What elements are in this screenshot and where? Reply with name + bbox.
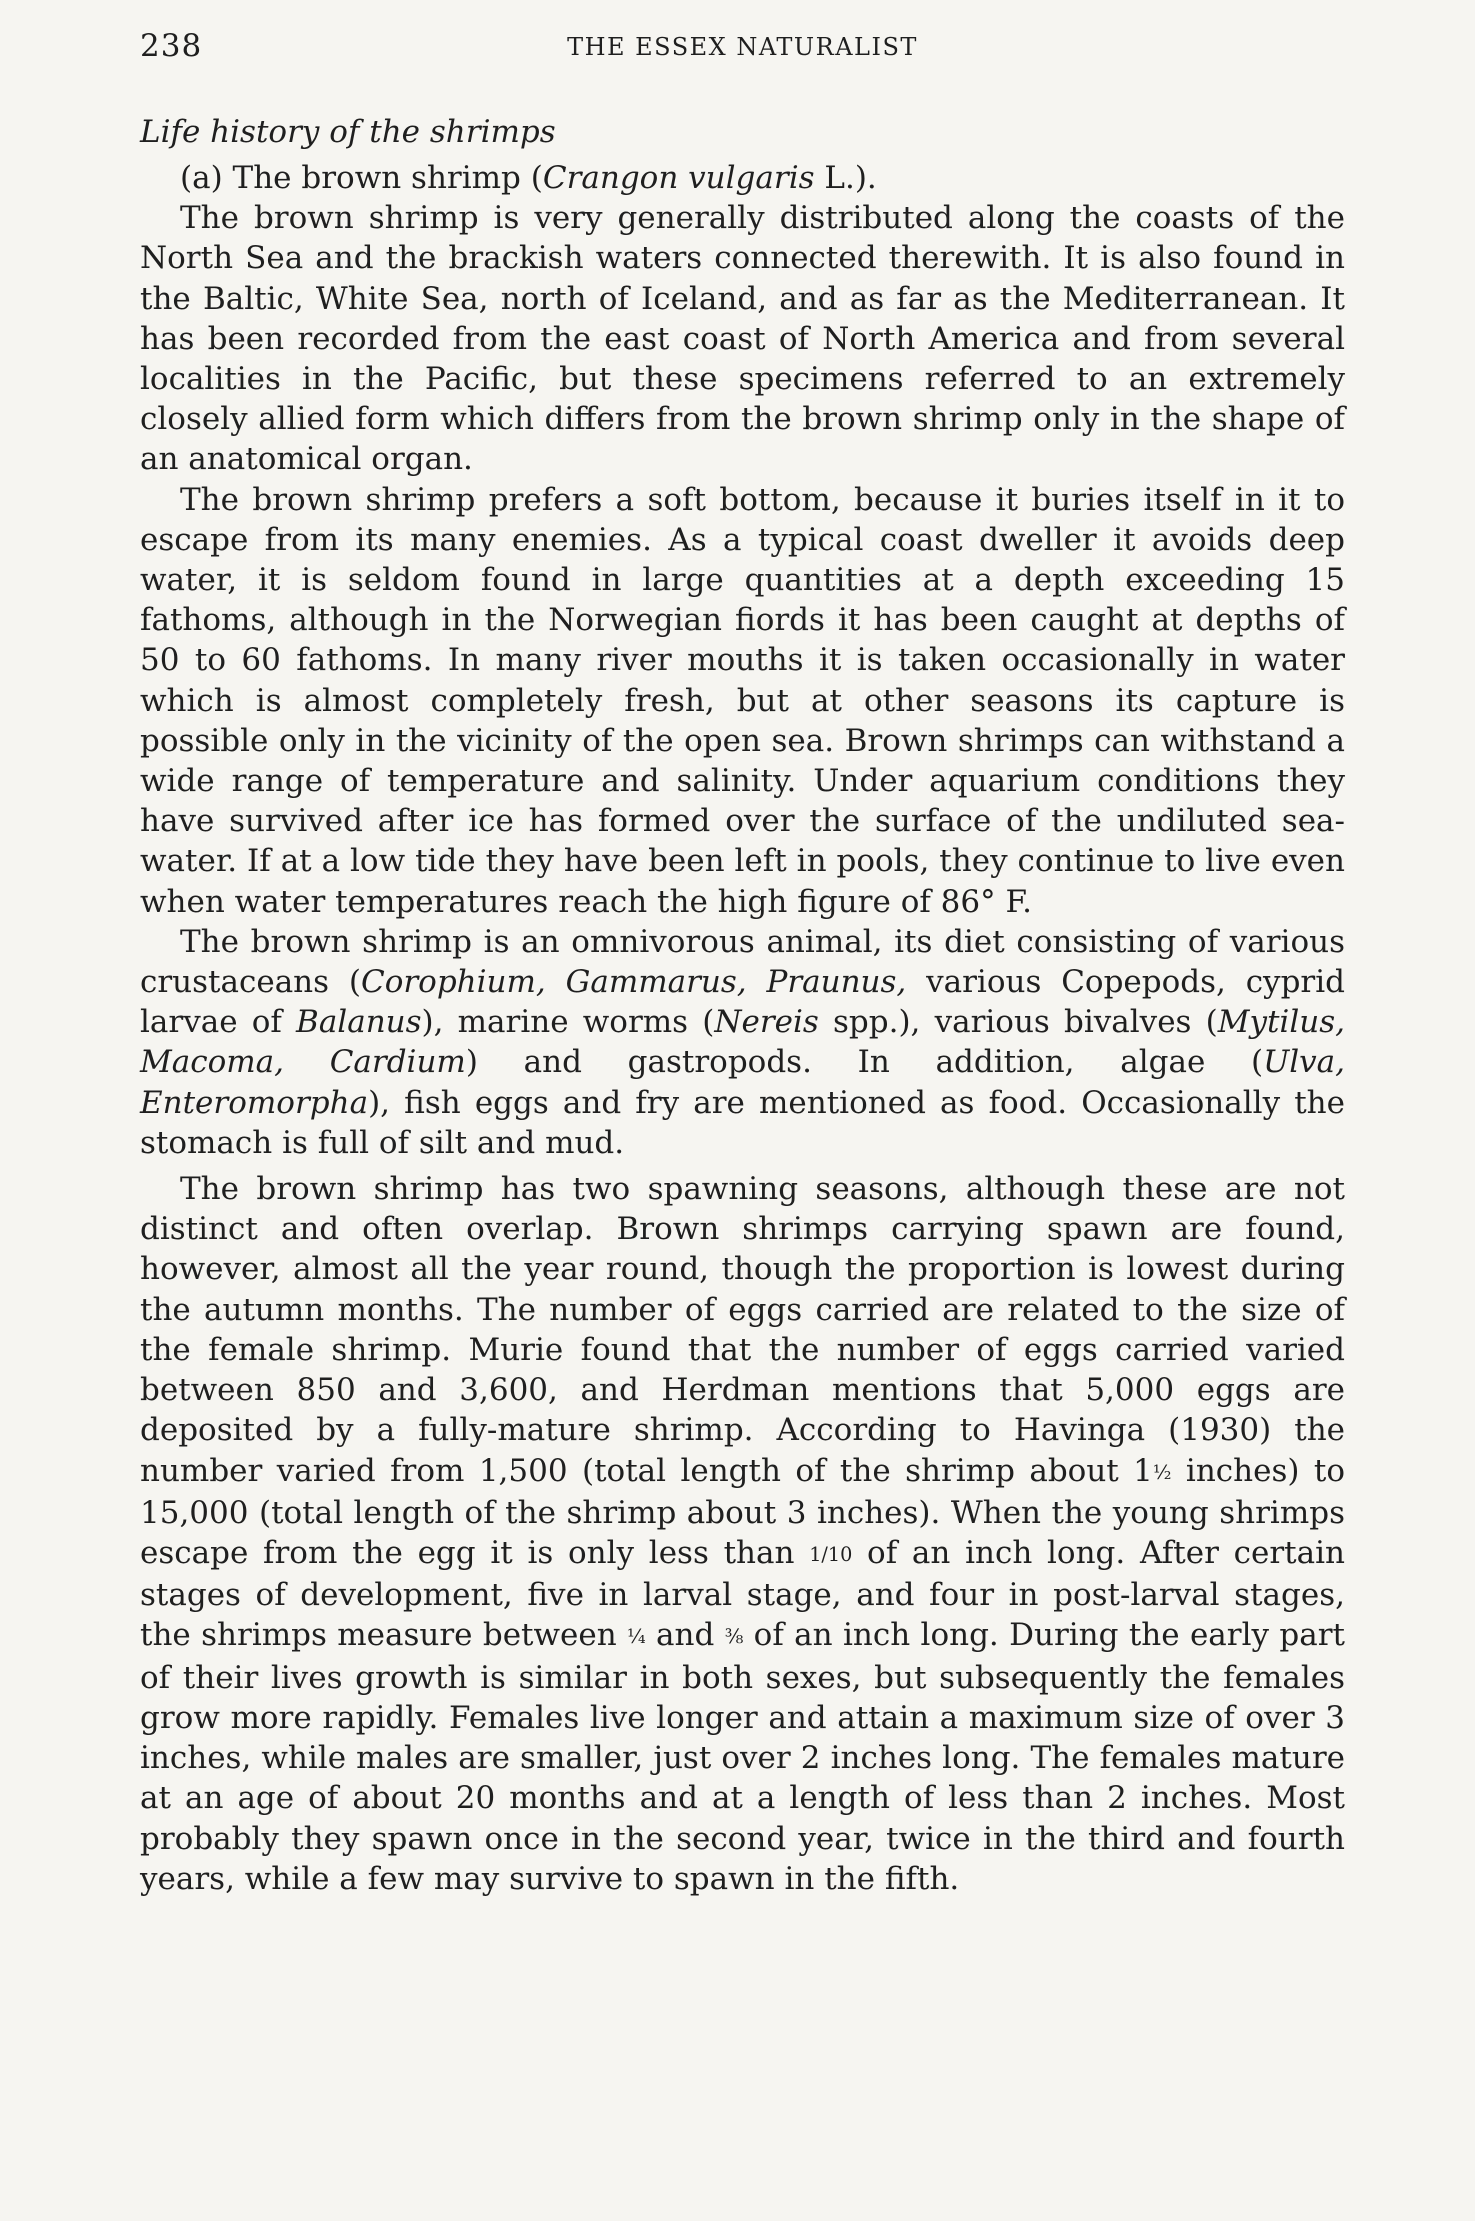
- paragraph-distribution: The brown shrimp is very generally distributed along the coasts of the North Sea and the brackish waters connected therewith. It is also found in the Baltic, White Sea, north of Iceland, and as far as the Mediterranean. It has been recorded from the east coast of North America and from several localities in the Pacific, but these specimens referred to an extremely closely allied form which differs from the brown shrimp only in the shape of an anatomical organ.: [140, 200, 1345, 478]
- diet-text: ), fish eggs and fry are mentioned as food. Occasionally the stomach is full of silt and mud.: [140, 1084, 1345, 1161]
- paragraph-diet: [140, 922, 1345, 1163]
- fraction: ⅜: [724, 1625, 744, 1649]
- paragraph-spawning: [140, 1169, 1345, 1899]
- page-number: 238: [140, 28, 203, 64]
- document-page: [140, 28, 1345, 1899]
- journal-title: THE ESSEX NATURALIST: [567, 33, 918, 61]
- diet-text: various Copepods, cyprid larvae of: [140, 964, 1345, 1041]
- diet-text: ), marine worms (: [421, 1004, 715, 1041]
- subheading-prefix: (a) The brown shrimp (: [180, 160, 543, 196]
- diet-text: ) and gastropods. In addition, algae (: [465, 1044, 1264, 1081]
- running-head: [140, 28, 1345, 68]
- diet-taxa: Balanus: [296, 1004, 422, 1041]
- fraction: ½: [1152, 1460, 1172, 1484]
- spawning-text: The brown shrimp has two spawning seasons, although these are not distinct and often overlap. Brown shrimps carrying spawn are found, however, almost all the year round, though the proportion is lowest during the autumn months. The number of eggs carried are related to the size of the female shrimp. Murie found that the number of eggs carried varied between 850 and 3,600, and Herdman mentions that 5,000 eggs are deposited by a fully-mature shrimp. According to Havinga (1930) the number varied from 1,500 (total length of the shrimp about 1: [140, 1171, 1345, 1489]
- diet-taxa: Nereis: [714, 1004, 819, 1041]
- species-name: Crangon vulgaris: [542, 160, 815, 196]
- spawning-text: and: [645, 1617, 725, 1654]
- spawning-text: of an inch long. During the early part of their lives growth is similar in both sexes, but subsequently the females grow more rapidly. Females live longer and attain a maximum size of over 3 inches, while males are smaller, just over 2 inches long. The females mature at an age of about 20 months and at a length of less than 2 inches. Most probably they spawn once in the second year, twice in the third and fourth years, while a few may survive to spawn in the fifth.: [140, 1617, 1345, 1897]
- section-heading: Life history of the shrimps: [140, 114, 556, 150]
- subheading-suffix: L.).: [814, 160, 877, 196]
- diet-taxa: Mytilus, Macoma, Cardium: [140, 1004, 1345, 1081]
- spawning-text: inches) to 15,000 (total length of the shrimp about 3 inches). When the young shrimps escape from the egg it is only less than: [140, 1452, 1346, 1571]
- paragraph-habitat: The brown shrimp prefers a soft bottom, because it buries itself in it to escape from its many enemies. As a typical coast dweller it avoids deep water, it is seldom found in large quantities at a depth exceeding 15 fathoms, although in the Norwegian fiords it has been caught at depths of 50 to 60 fathoms. In many river mouths it is taken occasionally in water which is almost completely fresh, but at other seasons its capture is possible only in the vicinity of the open sea. Brown shrimps can withstand a wide range of temperature and salinity. Under aquarium conditions they have survived after ice has formed over the surface of the undiluted sea-water. If at a low tide they have been left in pools, they continue to live even when water temperatures reach the high figure of 86° F.: [140, 481, 1345, 920]
- diet-text: spp.), various bivalves (: [818, 1004, 1218, 1041]
- diet-taxa: Corophium, Gammarus, Praunus,: [360, 964, 907, 1001]
- fraction: 1/10: [809, 1543, 853, 1567]
- fraction: ¼: [627, 1625, 646, 1649]
- diet-taxa: Ulva, Enteromorpha: [140, 1044, 1345, 1121]
- spawning-text: of an inch long. After certain stages of development, five in larval stage, and four in post-larval stages, the shrimps measure between: [140, 1534, 1345, 1654]
- diet-text: The brown shrimp is an omnivorous animal, its diet consisting of various crustaceans (: [140, 923, 1345, 1001]
- species-subheading: [140, 158, 1345, 198]
